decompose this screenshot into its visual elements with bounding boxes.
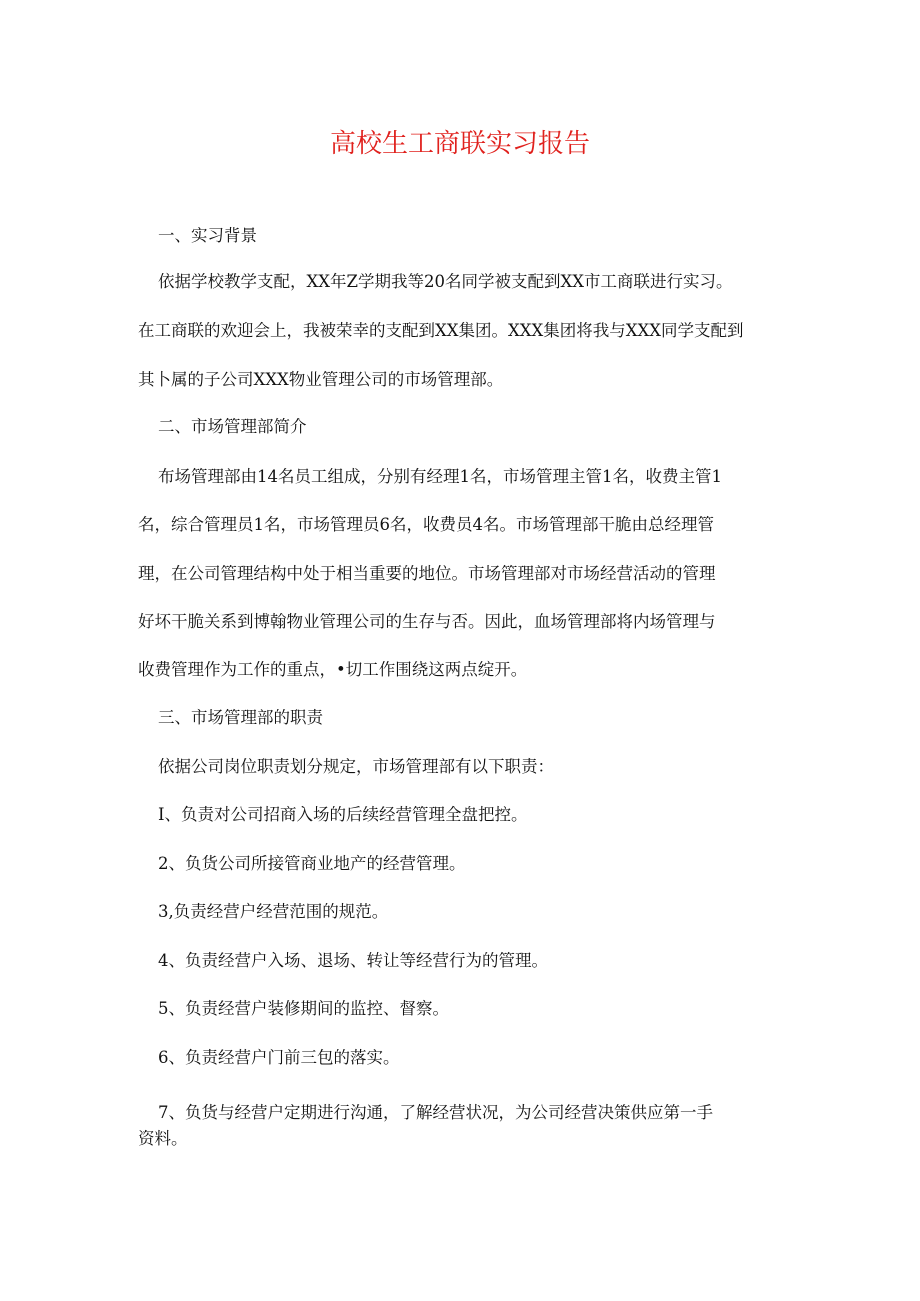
paragraph-line: 依据公司岗位职责划分规定，市场管理部有以下职责：	[158, 757, 554, 776]
list-item-continuation: 资料。	[138, 1129, 188, 1148]
list-item: 2、负货公司所接管商业地产的经营管理。	[158, 854, 466, 873]
paragraph-line: 收费管理作为工作的重点，•切工作围绕这两点绽开。	[138, 660, 528, 679]
list-item: 6、负责经营户门前三包的落实。	[158, 1048, 400, 1067]
list-item: 7、负货与经营户定期进行沟通，了解经营状况，为公司经营决策供应第一手	[158, 1103, 713, 1122]
document-title: 高校生工商联实习报告	[329, 129, 590, 159]
paragraph-line: 名，综合管理员1名，市场管理员6名，收费员4名。市场管理部干脆由总经理管	[138, 515, 714, 534]
paragraph-line: 依据学校教学支配，XX年Z学期我等20名同学被支配到XX市工商联进行实习。	[158, 272, 733, 291]
paragraph-line: 理，在公司管理结构中处于相当重要的地位。市场管理部对市场经营活动的管理	[138, 564, 716, 583]
paragraph-line: 在工商联的欢迎会上，我被荣幸的支配到XX集团。XXX集团将我与XXX同学支配到	[138, 321, 744, 340]
section-heading-duties: 三、市场管理部的职责	[158, 708, 323, 727]
paragraph-line: 布场管理部由14名员工组成，分别有经理1名，市场管理主管1名，收费主管1	[158, 467, 722, 486]
paragraph-line: 好坏干脆关系到博翰物业管理公司的生存与否。因此，血场管理部将内场管理与	[138, 612, 716, 631]
section-heading-overview: 二、市场管理部简介	[158, 417, 307, 436]
list-item: 3,负责经营户经营范围的规范。	[158, 902, 389, 921]
list-item: 4、负责经营户入场、退场、转让等经营行为的管理。	[158, 951, 548, 970]
section-heading-background: 一、实习背景	[158, 226, 257, 245]
list-item: I、负责对公司招商入场的后续经营管理全盘把控。	[158, 805, 528, 824]
list-item: 5、负责经营户装修期间的监控、督察。	[158, 999, 449, 1018]
paragraph-line: 其卜属的子公司XXX物业管理公司的市场管理部。	[138, 370, 504, 389]
